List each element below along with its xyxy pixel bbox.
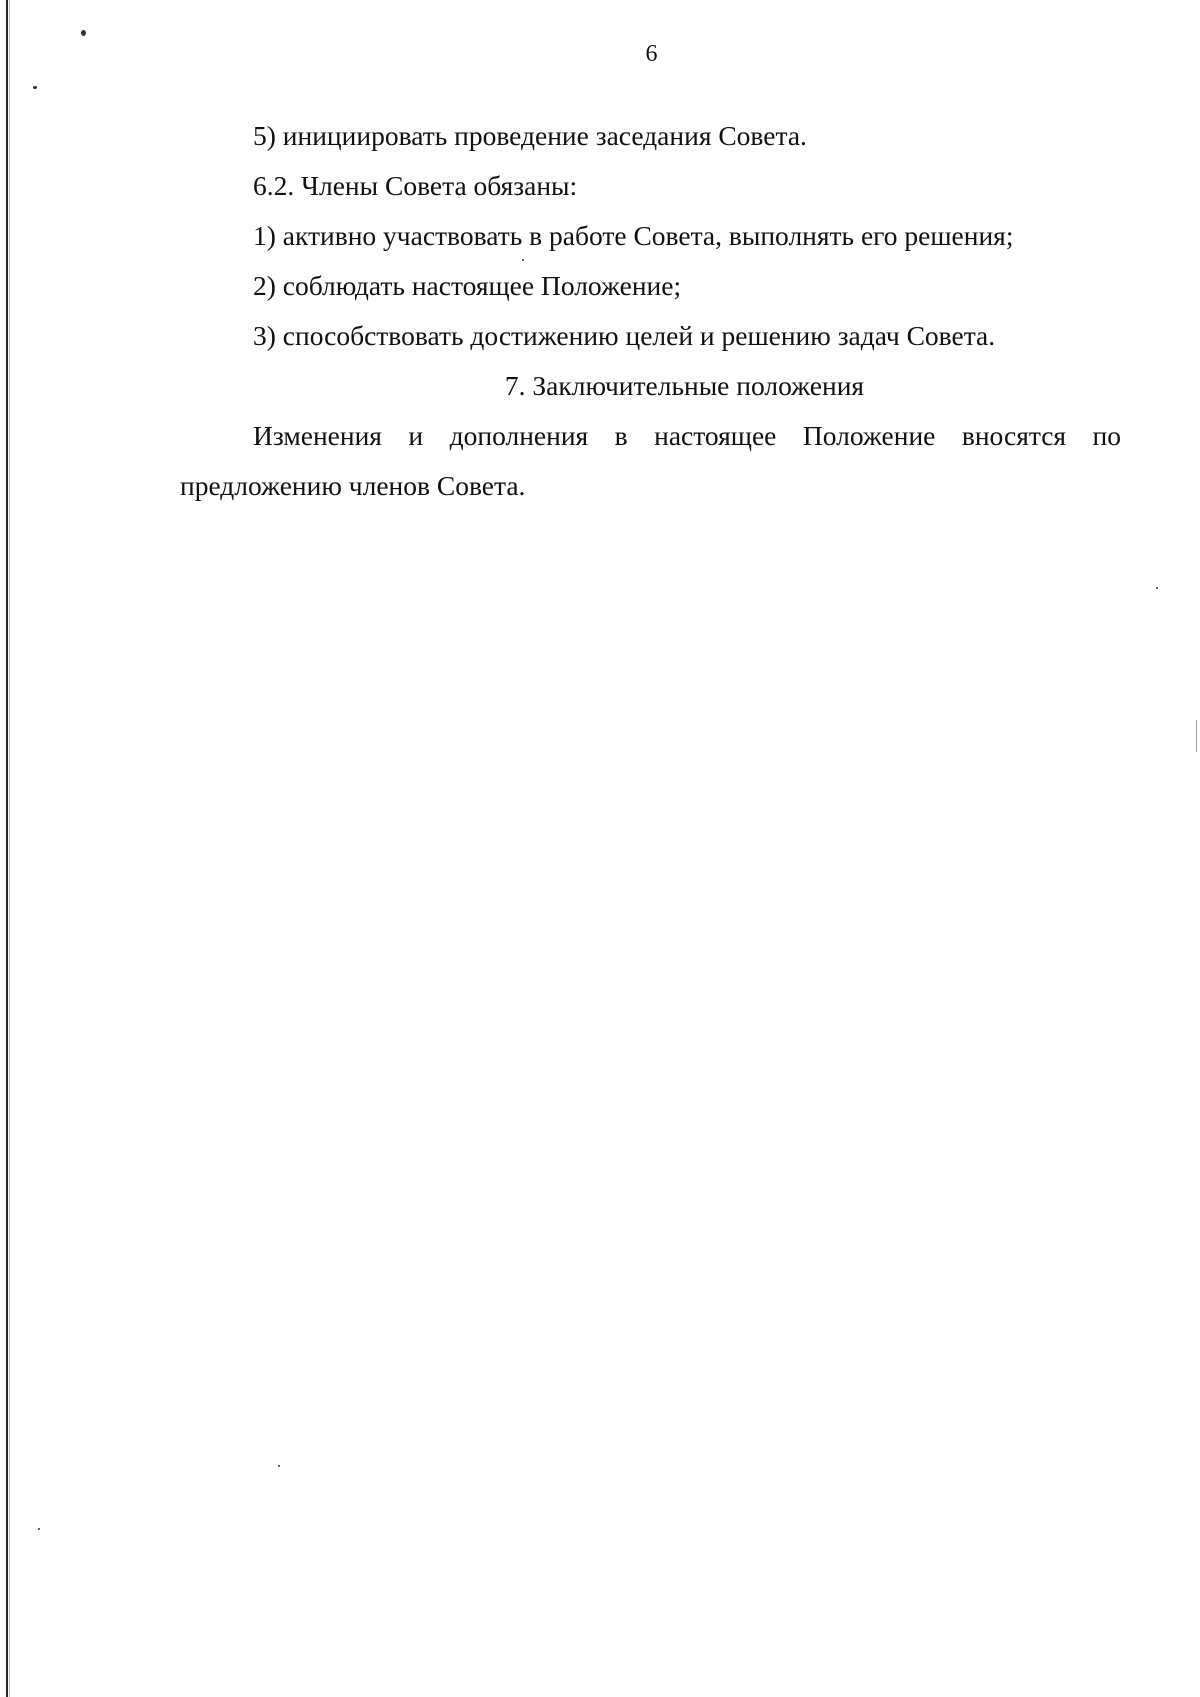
scan-speck [81, 30, 86, 36]
list-item: 3) способствовать достижению целей и решению задач Совета. [253, 320, 996, 351]
document-body [180, 111, 1121, 511]
scan-binding-edge-shadow [9, 0, 10, 1697]
scan-mark [1196, 720, 1197, 752]
scan-speck [38, 1528, 40, 1530]
scan-speck [33, 86, 37, 89]
list-item: 2) соблюдать настоящее Положение; [253, 270, 682, 301]
section-heading: 7. Заключительные положения [504, 370, 865, 401]
scan-speck [278, 1465, 280, 1467]
scan-binding-edge [6, 0, 8, 1697]
subsection-title: 6.2. Члены Совета обязаны: [253, 170, 578, 201]
list-item: 1) активно участвовать в работе Совета, выполнять его решения; [253, 220, 1014, 251]
page-number: 6 [645, 41, 658, 67]
list-item: 5) инициировать проведение заседания Совета. [253, 120, 807, 151]
closing-paragraph: Изменения и дополнения в настоящее Положение вносятся по предложению членов Совета. [180, 420, 1121, 501]
scan-speck [1156, 587, 1158, 589]
